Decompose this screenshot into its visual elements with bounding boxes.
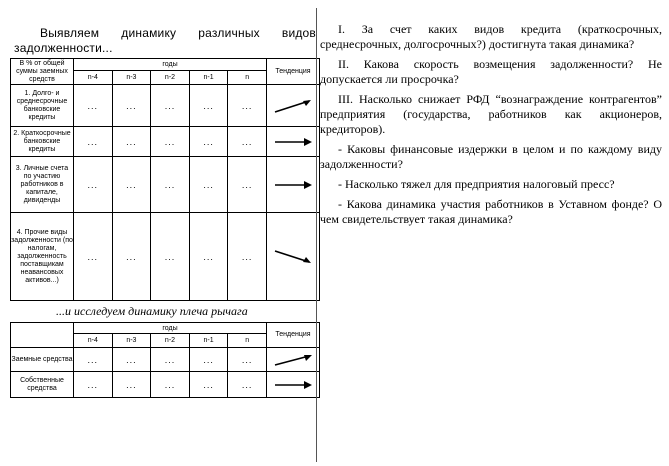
table-row [11, 372, 320, 398]
table-cell: ... [112, 348, 151, 372]
row-label: 3. Личные счета по участию работников в капитале, дивиденды [11, 157, 74, 213]
question-paragraph: II. Какова скорость возмещения задолженности? Не допускается ли просрочка? [320, 57, 662, 86]
year-header: n-1 [189, 334, 228, 348]
trend-up-arrow-icon [271, 352, 315, 368]
table-cell: ... [112, 85, 151, 127]
table-row [11, 213, 320, 301]
table-cell: ... [74, 348, 113, 372]
row-label: Заемные средства [11, 348, 74, 372]
leverage-subheading: ...и исследуем динамику плеча рычага [56, 304, 248, 318]
table-cell: ... [151, 85, 190, 127]
trend-cell [267, 348, 320, 372]
row-label: Собственные средства [11, 372, 74, 398]
table-cell: ... [228, 372, 267, 398]
trend-flat-arrow-icon [271, 178, 315, 192]
year-header: n-4 [74, 334, 113, 348]
year-header: n-2 [151, 71, 190, 85]
table-cell: ... [228, 348, 267, 372]
question-paragraph: - Каковы финансовые издержки в целом и по каждому виду задолженности? [320, 142, 662, 171]
table-cell: ... [74, 372, 113, 398]
left-column [4, 4, 316, 398]
year-header: n-1 [189, 71, 228, 85]
row-label: 4. Прочие виды задолженности (по налогам, задолженность поставщикам неавансовых активов...) [11, 213, 74, 301]
table-cell: ... [112, 213, 151, 301]
table-cell: ... [151, 157, 190, 213]
table-row [11, 157, 320, 213]
year-header: n-3 [112, 334, 151, 348]
table-cell: ... [151, 348, 190, 372]
table-cell: ... [112, 372, 151, 398]
intro-text: Выявляем динамику различных видов задолженности... [14, 26, 316, 55]
table-cell: ... [74, 85, 113, 127]
table-cell: ... [151, 372, 190, 398]
table-cell: ... [74, 213, 113, 301]
first-column-header [11, 323, 74, 348]
row-label: 1. Долго- и среднесрочные банковские кредиты [11, 85, 74, 127]
trend-cell [267, 127, 320, 157]
trend-down-arrow-icon [271, 247, 315, 267]
years-header: годы [74, 59, 267, 71]
table-cell: ... [151, 127, 190, 157]
right-column [320, 22, 662, 232]
table-cell: ... [228, 85, 267, 127]
year-header: n-3 [112, 71, 151, 85]
table-cell: ... [189, 157, 228, 213]
row-label: 2. Краткосрочные банковские кредиты [11, 127, 74, 157]
trend-cell [267, 213, 320, 301]
years-header: годы [74, 323, 267, 334]
trend-cell [267, 85, 320, 127]
trend-header: Тенденция [267, 323, 320, 348]
trend-header: Тенденция [267, 59, 320, 85]
table-cell: ... [112, 157, 151, 213]
year-header: n-4 [74, 71, 113, 85]
column-divider [316, 8, 317, 462]
year-header: n [228, 334, 267, 348]
table-cell: ... [112, 127, 151, 157]
trend-cell [267, 157, 320, 213]
question-paragraph: III. Насколько снижает РФД “вознаграждение контрагентов” предприятия (государства, работников как акционеров, кредиторов). [320, 92, 662, 136]
table-row [11, 85, 320, 127]
leverage-table [10, 322, 320, 398]
table-cell: ... [189, 372, 228, 398]
question-paragraph: I. За счет каких видов кредита (краткосрочных, среднесрочных, долгосрочных?) достигнута такая динамика? [320, 22, 662, 51]
year-header: n-2 [151, 334, 190, 348]
table-row [11, 127, 320, 157]
table-cell: ... [228, 127, 267, 157]
question-paragraph: - Какова динамика участия работников в Уставном фонде? О чем свидетельствует такая динамика? [320, 197, 662, 226]
trend-cell [267, 372, 320, 398]
trend-flat-arrow-icon [271, 135, 315, 149]
table-cell: ... [151, 213, 190, 301]
table-cell: ... [228, 157, 267, 213]
table-cell: ... [189, 213, 228, 301]
table-cell: ... [74, 127, 113, 157]
question-paragraph: - Насколько тяжел для предприятия налоговый пресс? [338, 177, 615, 191]
trend-flat-arrow-icon [271, 378, 315, 392]
table-cell: ... [189, 348, 228, 372]
table-cell: ... [228, 213, 267, 301]
debt-dynamics-table [10, 58, 320, 301]
first-column-header: В % от общей суммы заемных средств [11, 59, 74, 85]
table-cell: ... [189, 85, 228, 127]
table-cell: ... [189, 127, 228, 157]
year-header: n [228, 71, 267, 85]
table-row [11, 348, 320, 372]
trend-up-arrow-icon [271, 96, 315, 116]
table-cell: ... [74, 157, 113, 213]
